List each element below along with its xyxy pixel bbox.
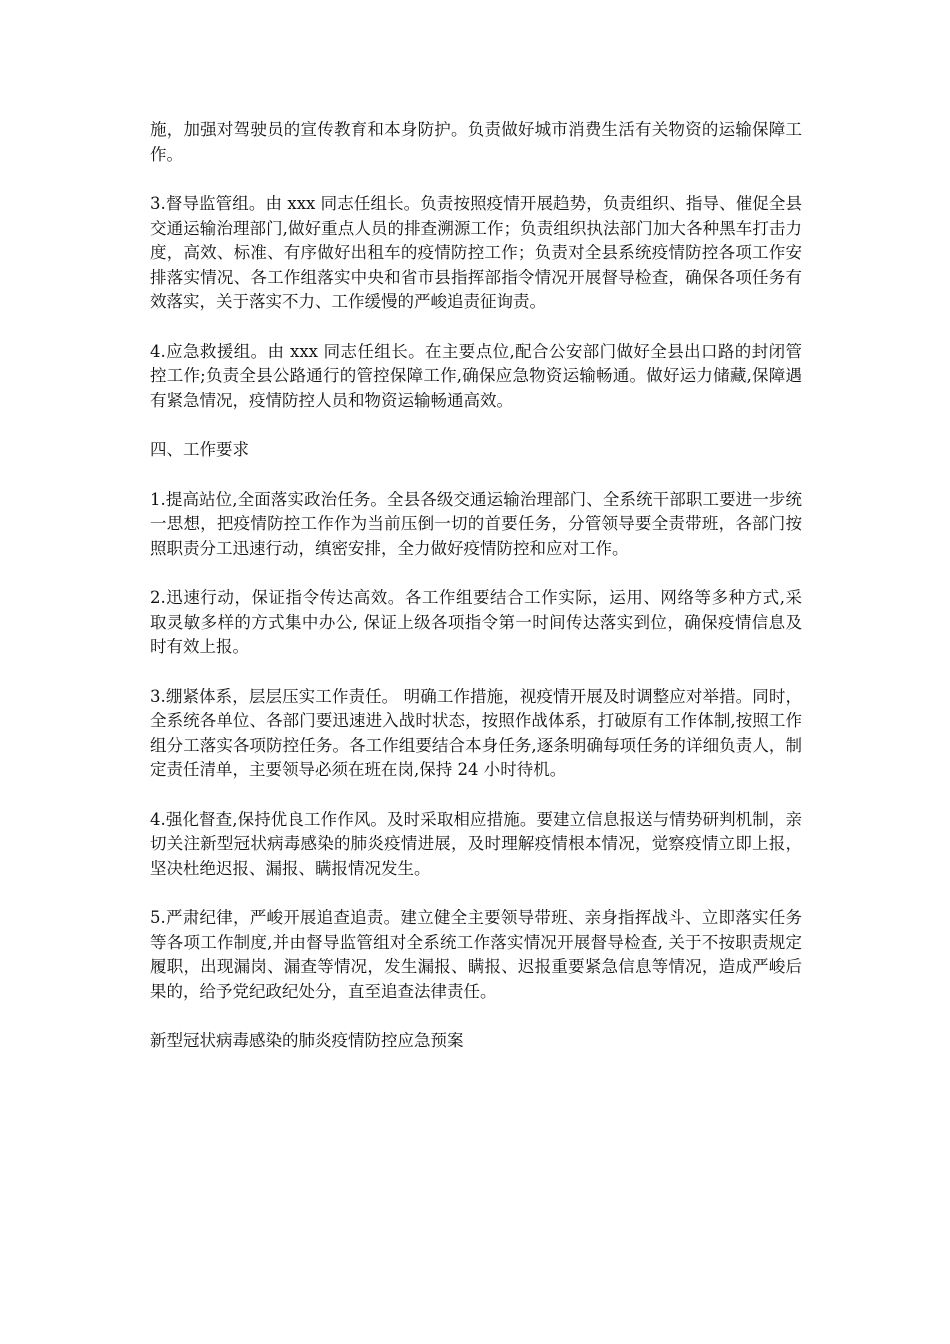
paragraph-supervision-group: 3.督导监管组。由 xxx 同志任组长。负责按照疫情开展趋势，负责组织、指导、催促全县交通运输治理部门,做好重点人员的排查溯源工作；负责组织执法部门加大各种黑车打击力度，高效、标准、有序做好出租车的疫情防控工作；负责对全县系统疫情防控各项工作安排落实情况、各工作组落实中央和省市县指挥部指令情况开展督导检查，确保各项任务有效落实，关于落实不力、工作缓慢的严峻追责征询责。	[150, 194, 802, 311]
closing-title: 新型冠状病毒感染的肺炎疫情防控应急预案	[150, 1031, 464, 1050]
requirement-item-2: 2.迅速行动，保证指令传达高效。各工作组要结合工作实际，运用、网络等多种方式,采 取灵敏多样的方式集中办公, 保证上级各项指令第一时间传达落实到位，确保疫情信息及时有效上报。	[150, 588, 802, 656]
requirement-item-5: 5.严肃纪律，严峻开展追查追责。建立健全主要领导带班、亲身指挥战斗、立即落实任务等各项工作制度,并由督导监管组对全系统工作落实情况开展督导检查, 关于不按职责规定履职，出现漏岗、漏查等情况，发生漏报、瞒报、迟报重要紧急信息等情况，造成严峻后果的，给予党纪政纪处分，直至追查法律责任。	[150, 908, 802, 1001]
requirement-item-4: 4.强化督查,保持优良工作作风。及时采取相应措施。要建立信息报送与情势研判机制，亲切关注新型冠状病毒感染的肺炎疫情进展，及时理解疫情根本情况，觉察疫情立即上报，坚决杜绝迟报、漏报、瞒报情况发生。	[150, 809, 802, 878]
document-page	[150, 118, 802, 1079]
paragraph-emergency-rescue-group: 4.应急救援组。由 xxx 同志任组长。在主要点位,配合公安部门做好全县出口路的封闭管控工作;负责全县公路通行的管控保障工作,确保应急物资运输畅通。做好运力储藏,保障遇有紧急情况，疫情防控人员和物资运输畅通高效。	[150, 341, 802, 410]
paragraph-transport-tail: 施，加强对驾驶员的宣传教育和本身防护。负责做好城市消费生活有关物资的运输保障工作。	[150, 120, 802, 164]
requirement-item-1: 1.提高站位,全面落实政治任务。全县各级交通运输治理部门、全系统干部职工要进一步统一思想，把疫情防控工作作为当前压倒一切的首要任务，分管领导要全责带班，各部门按照职责分工迅速行动，缜密安排，全力做好疫情防控和应对工作。	[150, 489, 802, 558]
requirement-item-3: 3.绷紧体系，层层压实工作责任。 明确工作措施，视疫情开展及时调整应对举措。同时，全系统各单位、各部门要迅速进入战时状态，按照作战体系，打破原有工作体制,按照工作组分工落实各项防控任务。各工作组要结合本身任务,逐条明确每项任务的详细负责人，制定责任清单，主要领导必须在班在岗,保持 24 小时待机。	[150, 686, 802, 779]
section-heading-work-requirements: 四、工作要求	[150, 440, 249, 459]
